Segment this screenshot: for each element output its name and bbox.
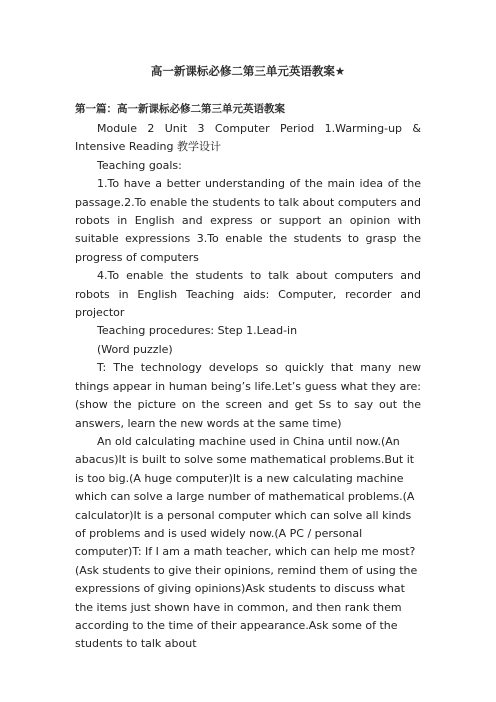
paragraph-word-puzzle: (Word puzzle) xyxy=(97,342,173,356)
paragraph-teacher-intro: T: The technology develops so quickly that many new things appear in human being’s life.Let’s guess what they are:(show the picture on the screen and get Ss to say out the answers, learn the new words at the same time) xyxy=(75,361,421,430)
paragraph-teaching-goals: Teaching goals: xyxy=(97,158,182,172)
paragraph-procedures: Teaching procedures: Step 1.Lead-in xyxy=(97,324,298,338)
paragraph-goals-1-3: 1.To have a better understanding of the main idea of the passage.2.To enable the students to talk about computers and robots in English and express or support an opinion with suitable expressions 3.To enable the students to grasp the progress of computers xyxy=(75,177,421,264)
paragraph-module-title: Module 2 Unit 3 Computer Period 1.Warming-up & Intensive Reading 教学设计 xyxy=(75,122,421,154)
document-title: 高一新课标必修二第三单元英语教案★ xyxy=(150,64,346,78)
section-heading: 第一篇：高一新课标必修二第三单元英语教案 xyxy=(75,103,285,115)
paragraph-goal-4: 4.To enable the students to talk about computers and robots in English Teaching aids: Computer, recorder and projector xyxy=(75,269,421,320)
paragraph-calculating-machines: An old calculating machine used in China until now.(An abacus)It is built to solve some mathematical problems.But it is too big.(A huge computer)It is a new calculating machine which can solve a large number of mathematical problems.(A calculator)It is a personal computer which can solve all kinds of problems and is used widely now.(A PC / personal computer)T: If I am a math teacher, which can help me most?(Ask students to give their opinions, remind them of using the expressions of giving opinions)Ask students to discuss what the items just shown have in common, and then rank them according to the time of their appearance.Ask some of the students to talk about xyxy=(75,434,418,651)
